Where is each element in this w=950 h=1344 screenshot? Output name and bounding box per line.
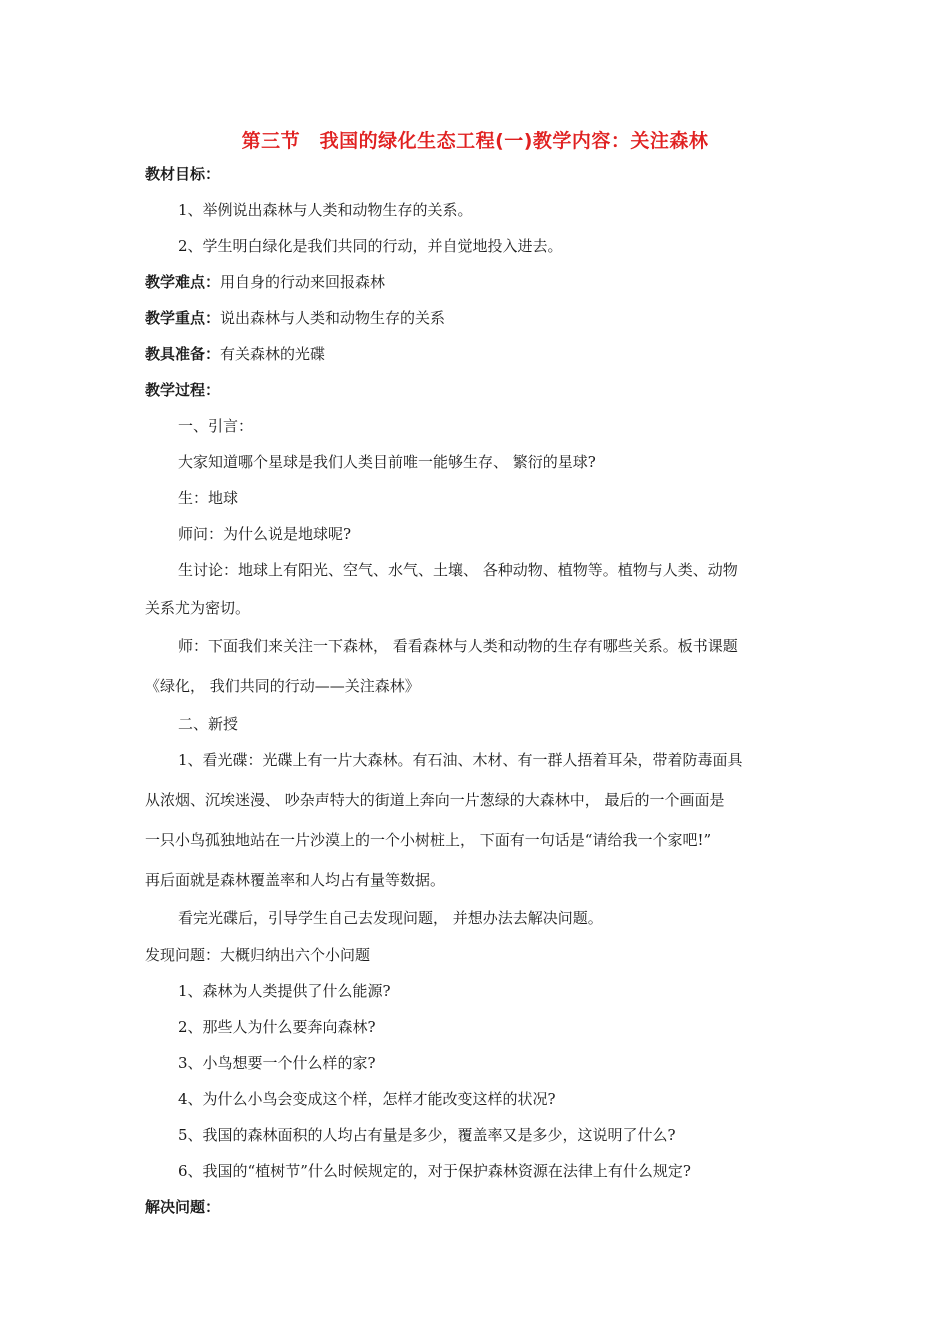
video-line: 一只小鸟孤独地站在一片沙漠上的一个小树桩上， 下面有一句话是“请给我一个家吧!” (145, 831, 712, 849)
materials-label: 教具准备： (145, 345, 221, 363)
question-item: 5、我国的森林面积的人均占有量是多少，覆盖率又是多少，这说明了什么? (178, 1126, 676, 1144)
difficulty-text: 用自身的行动来回报森林 (220, 273, 386, 291)
video-line: 1、看光碟：光碟上有一片大森林。有石油、木材、有一群人捂着耳朵，带着防毒面具 (178, 751, 743, 769)
new-heading: 二、新授 (178, 715, 239, 733)
key-point-row (145, 308, 445, 328)
question-item: 1、森林为人类提供了什么能源? (178, 982, 391, 1000)
process-label: 教学过程： (145, 381, 221, 399)
objectives-label: 教材目标： (145, 165, 221, 183)
question-item: 4、为什么小鸟会变成这个样，怎样才能改变这样的状况? (178, 1090, 556, 1108)
objective-item: 1、举例说出森林与人类和动物生存的关系。 (178, 201, 473, 219)
intro-heading: 一、引言： (178, 417, 254, 435)
difficulty-row (145, 272, 385, 292)
intro-line: 大家知道哪个星球是我们人类目前唯一能够生存、 繁衍的星球? (178, 453, 596, 471)
materials-row (145, 344, 325, 364)
intro-line: 生：地球 (178, 489, 239, 507)
solve-label: 解决问题： (145, 1198, 221, 1216)
difficulty-label: 教学难点： (145, 273, 221, 291)
discussion-line: 关系尤为密切。 (145, 599, 251, 617)
materials-text: 有关森林的光碟 (220, 345, 326, 363)
after-video-line: 看完光碟后，引导学生自己去发现问题， 并想办法去解决问题。 (178, 909, 603, 927)
question-item: 6、我国的“植树节”什么时候规定的，对于保护森林资源在法律上有什么规定? (178, 1162, 691, 1180)
key-point-label: 教学重点： (145, 309, 221, 327)
page-title: 第三节 我国的绿化生态工程(一)教学内容：关注森林 (241, 130, 709, 152)
objective-item: 2、学生明白绿化是我们共同的行动，并自觉地投入进去。 (178, 237, 563, 255)
video-line: 再后面就是森林覆盖率和人均占有量等数据。 (145, 871, 446, 889)
intro-line: 师问：为什么说是地球呢? (178, 525, 352, 543)
question-item: 3、小鸟想要一个什么样的家? (178, 1054, 376, 1072)
video-line: 从浓烟、沉埃迷漫、 吵杂声特大的街道上奔向一片葱绿的大森林中， 最后的一个画面是 (145, 791, 725, 809)
teacher-line: 师：下面我们来关注一下森林， 看看森林与人类和动物的生存有哪些关系。板书课题 (178, 637, 738, 655)
teacher-line: 《绿化， 我们共同的行动——关注森林》 (145, 677, 420, 695)
question-item: 2、那些人为什么要奔向森林? (178, 1018, 376, 1036)
find-problems-line: 发现问题：大概归纳出六个小问题 (145, 946, 371, 964)
key-point-text: 说出森林与人类和动物生存的关系 (220, 309, 446, 327)
discussion-line: 生讨论：地球上有阳光、空气、水气、土壤、 各种动物、植物等。植物与人类、动物 (178, 561, 738, 579)
